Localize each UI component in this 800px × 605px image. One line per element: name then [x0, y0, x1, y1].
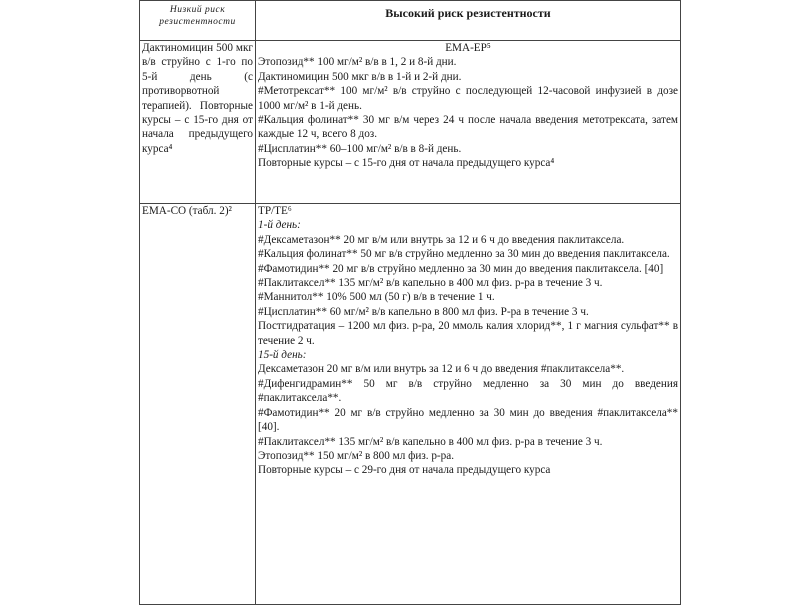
header-high-risk: Высокий риск резистентности [256, 1, 681, 41]
regimen-line: Повторные курсы – с 29-го дня от начала предыдущего курса [258, 464, 551, 477]
regimen-line: Постгидратация – 1200 мл физ. р-ра, 20 ммоль калия хлорид**, 1 г магния сульфат** в течение 2 ч. [258, 320, 678, 347]
low-risk-regimen-1: Дактиномицин 500 мкг в/в струйно с 1-го по 5-й день (с противорвотной терапией). Повторные курсы – с 15-го дня от начала предыдущего курса⁴ [140, 41, 256, 204]
table-header-row [140, 1, 681, 41]
regimen-title: ЕМА-ЕР⁵ [445, 42, 491, 54]
regimen-line: Этопозид** 100 мг/м² в/в в 1, 2 и 8-й дни. [258, 56, 457, 69]
table-row [140, 204, 681, 605]
regimen-line: #Фамотидин** 20 мг в/в струйно медленно за 30 мин до введения #паклитаксела** [40]. [258, 406, 678, 434]
day-heading: 1-й день: [258, 219, 301, 232]
regimen-line: Дактиномицин 500 мкг в/в в 1-й и 2-й дни. [258, 70, 462, 83]
regimen-line: #Фамотидин** 20 мг в/в струйно медленно за 30 мин до введения паклитаксела. [40] [258, 262, 664, 275]
regimen-line: #Дексаметазон** 20 мг в/м или внутрь за 12 и 6 ч до введения паклитаксела. [258, 233, 625, 246]
document-page [139, 0, 680, 600]
regimen-line: #Паклитаксел** 135 мг/м² в/в капельно в 400 мл физ. р-ра в течение 3 ч. [258, 277, 603, 290]
regimen-line: #Паклитаксел** 135 мг/м² в/в капельно в 400 мл физ. р-ра в течение 3 ч. [258, 435, 603, 448]
high-risk-regimen-1 [256, 41, 681, 204]
regimen-line: #Дифенгидрамин** 50 мг в/в струйно медленно за 30 мин до введения #паклитаксела**. [258, 377, 678, 405]
regimen-line: Дексаметазон 20 мг в/м или внутрь за 12 и 6 ч до введения #паклитаксела**. [258, 363, 625, 376]
regimen-line: #Маннитол** 10% 500 мл (50 г) в/в в течение 1 ч. [258, 291, 495, 304]
regimen-line: Повторные курсы – с 15-го дня от начала предыдущего курса⁴ [258, 157, 555, 170]
regimen-table [139, 0, 681, 605]
regimen-line: #Метотрексат** 100 мг/м² в/в струйно с последующей 12-часовой инфузией в дозе 1000 мг/м² в 1-й день. [258, 85, 678, 112]
header-low-risk: Низкий риск резистентности [140, 1, 256, 41]
regimen-title: TP/TE⁶ [258, 205, 292, 217]
regimen-line: #Цисплатин** 60–100 мг/м² в/в в 8-й день. [258, 142, 462, 155]
regimen-line: #Цисплатин** 60 мг/м² в/в капельно в 800 мл физ. Р-ра в течение 3 ч. [258, 305, 589, 318]
table-row [140, 41, 681, 204]
high-risk-regimen-2 [256, 204, 681, 605]
regimen-line: Этопозид** 150 мг/м² в 800 мл физ. р-ра. [258, 449, 455, 462]
day-heading: 15-й день: [258, 349, 307, 362]
regimen-line: #Кальция фолинат** 30 мг в/м через 24 ч после начала введения метотрексата, затем каждые 12 ч, всего 8 доз. [258, 114, 678, 141]
regimen-line: #Кальция фолинат** 50 мг в/в струйно медленно за 30 мин до введения паклитаксела. [258, 248, 670, 261]
low-risk-regimen-2: ЕМА-СО (табл. 2)² [140, 204, 256, 605]
